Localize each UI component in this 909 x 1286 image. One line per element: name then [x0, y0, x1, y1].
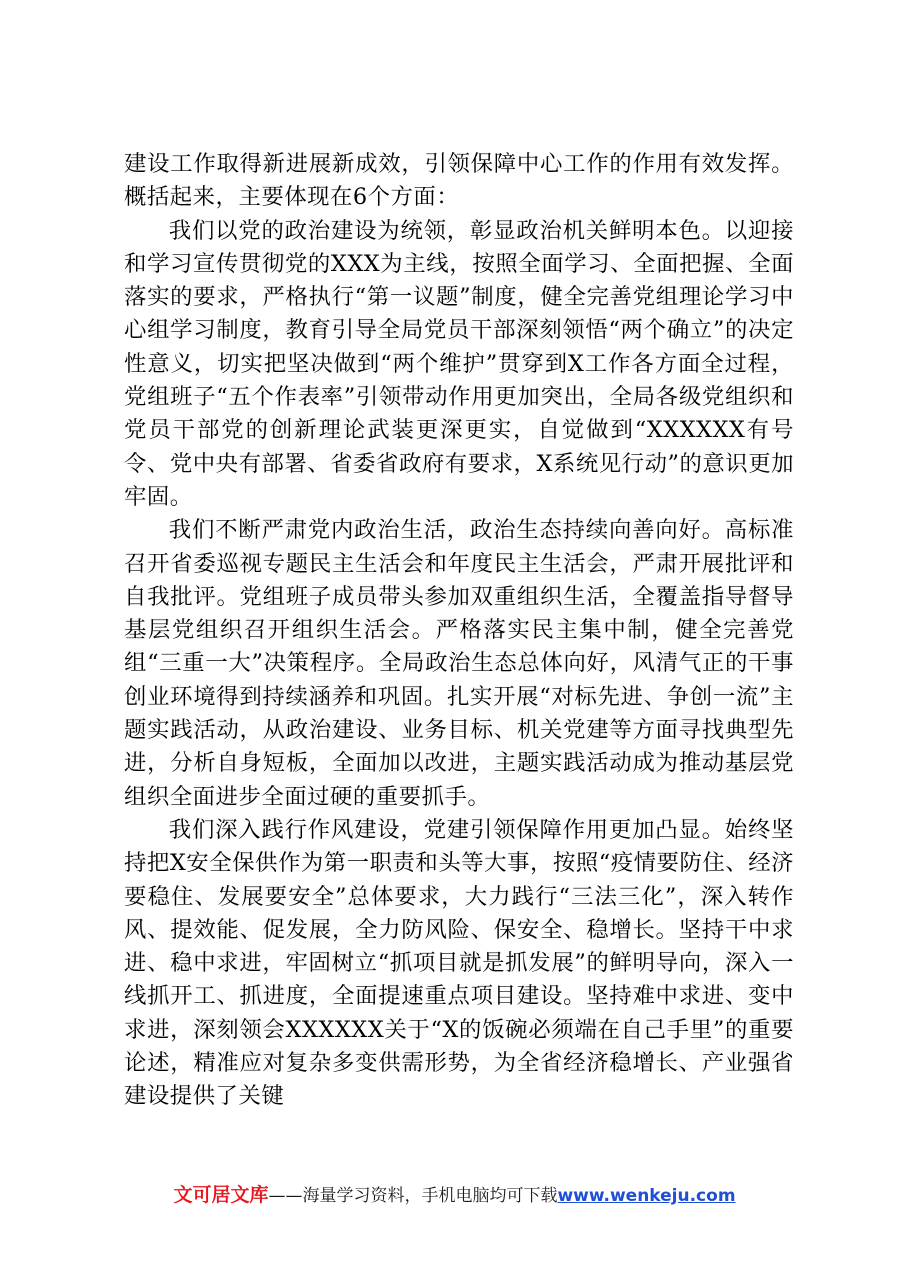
paragraph-political-construction: 我们以党的政治建设为统领，彰显政治机关鲜明本色。以迎接和学习宣传贯彻党的XXX为主线，按照全面学习、全面把握、全面落实的要求，严格执行“第一议题”制度，健全完善党组理论学习中心组学习制度，教育引导全局党员干部深刻领悟“两个确立”的决定性意义，切实把坚决做到“两个维护”贯穿到X工作各方面全过程，党组班子“五个作表率”引领带动作用更加突出，全局各级党组织和党员干部党的创新理论武装更深更实，自觉做到“XXXXXX有号令、党中央有部署、省委省政府有要求，X系统见行动”的意识更加牢固。: [124, 217, 794, 510]
footer-link[interactable]: www.wenkeju.com: [557, 1186, 736, 1206]
footer-description: 海量学习资料，手机电脑均可下载: [302, 1186, 558, 1206]
document-body: [124, 148, 794, 1114]
paragraph-work-style: 我们深入践行作风建设，党建引领保障作用更加凸显。始终坚持把X安全保供作为第一职责和头等大事，按照“疫情要防住、经济要稳住、发展要安全”总体要求，大力践行“三法三化”，深入转作风、提效能、促发展，全力防风险、保安全、稳增长。坚持干中求进、稳中求进，牢固树立“抓项目就是抓发展”的鲜明导向，深入一线抓开工、抓进度，全面提速重点项目建设。坚持难中求进、变中求进，深刻领会XXXXXX关于“X的饭碗必须端在自己手里”的重要论述，精准应对复杂多变供需形势，为全省经济稳增长、产业强省建设提供了关键: [124, 816, 794, 1110]
paragraph-political-life: 我们不断严肃党内政治生活，政治生态持续向善向好。高标准召开省委巡视专题民主生活会和年度民主生活会，严肃开展批评和自我批评。党组班子成员带头参加双重组织生活，全覆盖指导督导基层党组织召开组织生活会。严格落实民主集中制，健全完善党组“三重一大”决策程序。全局政治生态总体向好，风清气正的干事创业环境得到持续涵养和巩固。扎实开展“对标先进、争创一流”主题实践活动，从政治建设、业务目标、机关党建等方面寻找典型先进，分析自身短板，全面加以改进，主题实践活动成为推动基层党组织全面进步全面过硬的重要抓手。: [124, 517, 794, 810]
footer-banner: [0, 1182, 909, 1209]
footer-brand: 文可居文库: [173, 1184, 269, 1206]
footer-dash: ——: [268, 1186, 303, 1206]
paragraph-continuation: 建设工作取得新进展新成效，引领保障中心工作的作用有效发挥。概括起来，主要体现在6个方面：: [124, 151, 794, 211]
